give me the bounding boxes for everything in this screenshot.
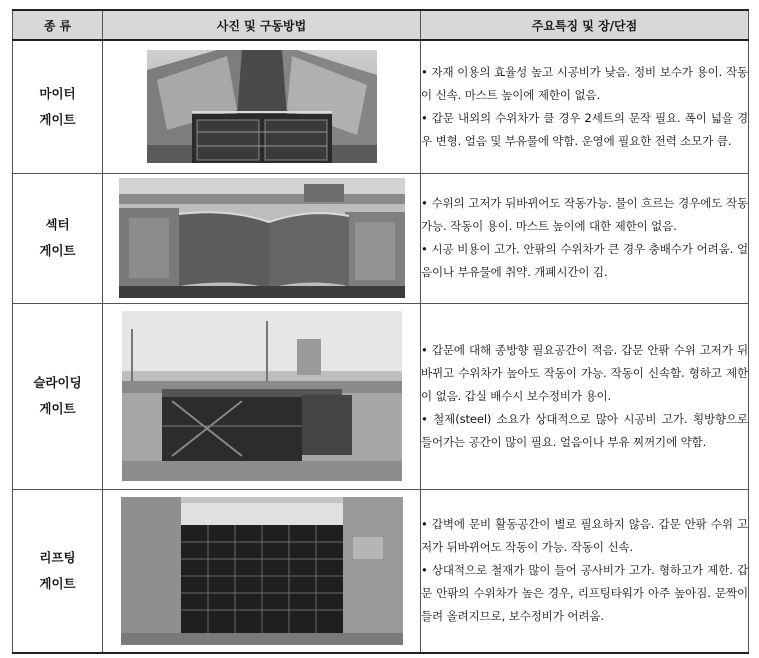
advantage-text: • 갑벽에 문비 활동공간이 별로 필요하지 않음. 갑문 안팎 수위 고저가 뒤바뀌어도 작동이 가능. 작동이 신속. xyxy=(421,517,748,555)
miter-gate-photo xyxy=(147,50,377,163)
gate-features-cell xyxy=(421,173,749,303)
gate-type-cell xyxy=(13,173,103,303)
gate-name-line2: 게이트 xyxy=(39,575,76,591)
advantage-text: • 갑문에 대해 종방향 필요공간이 적음. 갑문 안팎 수위 고저가 뒤바뀌고 수위차가 높아도 작동이 가능. 작동이 신속함. 형하고 제한이 없음. 갑실 배수시 보수정비가 용이. xyxy=(421,342,748,403)
header-features: 주요특징 및 장/단점 xyxy=(421,10,749,40)
gate-name-line1: 슬라이딩 xyxy=(33,375,82,390)
gate-name-line1: 리프팅 xyxy=(39,549,76,565)
table-row xyxy=(13,173,749,303)
gate-comparison-table xyxy=(12,9,749,654)
disadvantage-text: • 갑문 내외의 수위차가 클 경우 2세트의 문작 필요. 폭이 넓을 경우 변형. 얼음 및 부유물에 약함. 운영에 필요한 전력 소모가 큼. xyxy=(421,110,748,148)
header-type: 종 류 xyxy=(13,10,103,40)
header-row xyxy=(13,10,749,40)
gate-name-line1: 마이터 xyxy=(39,85,76,101)
advantage-text: • 수위의 고저가 뒤바뀌어도 작동가능. 물이 흐르는 경우에도 작동가능. 작동이 용이. 마스트 높이에 대한 제한이 없음. xyxy=(421,196,748,233)
gate-photo-cell xyxy=(103,40,421,173)
gate-name-line2: 게이트 xyxy=(39,243,76,258)
gate-name-line1: 섹터 xyxy=(45,217,70,232)
gate-name-line2: 게이트 xyxy=(39,401,76,416)
gate-features-cell xyxy=(421,40,749,173)
advantage-text: • 자재 이용의 효율성 높고 시공비가 낮음. 정비 보수가 용이. 작동이 신속. 마스트 높이에 제한이 없음. xyxy=(421,64,748,102)
gate-type-cell xyxy=(13,489,103,653)
disadvantage-text: • 철제(steel) 소요가 상대적으로 많아 시공비 고가. 횡방향으로 들어가는 공간이 많이 필요. 얼음이나 부유 찌꺼기에 약함. xyxy=(421,411,748,449)
sector-gate-photo xyxy=(119,178,405,298)
gate-photo-cell xyxy=(103,489,421,653)
gate-name-line2: 게이트 xyxy=(39,111,76,127)
gate-features-cell xyxy=(421,489,749,653)
gate-features-cell xyxy=(421,303,749,489)
sliding-gate-photo xyxy=(122,311,402,481)
gate-type-cell xyxy=(13,303,103,489)
gate-type-cell xyxy=(13,40,103,173)
header-photo: 사진 및 구동방법 xyxy=(103,10,421,40)
lifting-gate-photo xyxy=(121,497,403,645)
disadvantage-text: • 시공 비용이 고가. 안팎의 수위차가 큰 경우 충배수가 어려움. 얼음이나 부유물에 취약. 개폐시간이 김. xyxy=(421,242,748,279)
disadvantage-text: • 상대적으로 철재가 많이 들어 공사비가 고가. 형하고가 제한. 갑문 안팎의 수위차가 높은 경우, 리프팅타워가 아주 높아짐. 문짝이 들려 올려지므로, 보수정비가 어려움. xyxy=(421,563,748,624)
table-row xyxy=(13,40,749,173)
gate-photo-cell xyxy=(103,173,421,303)
table-row xyxy=(13,489,749,653)
gate-photo-cell xyxy=(103,303,421,489)
table-row xyxy=(13,303,749,489)
